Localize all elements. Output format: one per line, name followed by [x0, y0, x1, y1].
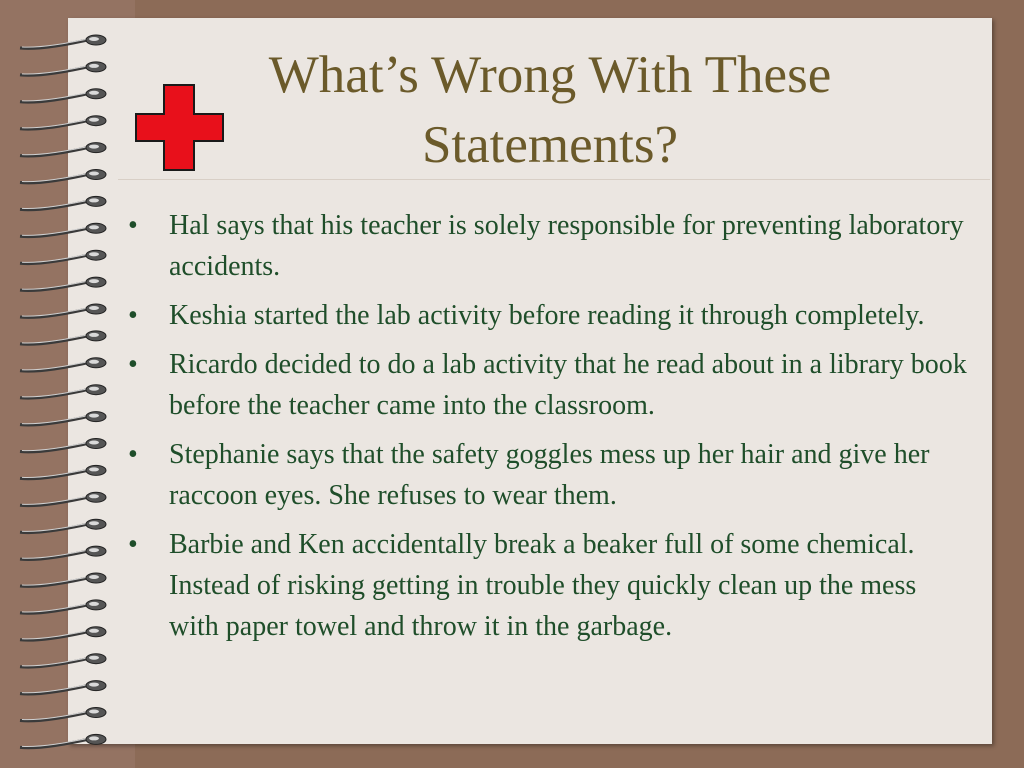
binding-ring — [20, 465, 106, 478]
slide-title: What’s Wrong With These Statements? — [268, 46, 832, 174]
binding-ring — [20, 492, 106, 505]
list-item — [128, 205, 968, 287]
statement-text: Barbie and Ken accidentally break a beaker full of some chemical. Instead of risking getting in trouble they quickly clean up the mess with paper towel and throw it in the garbage. — [169, 529, 917, 642]
binding-ring — [20, 223, 106, 236]
binding-ring — [20, 654, 106, 667]
bullet-icon: • — [128, 529, 138, 560]
bullet-icon: • — [128, 210, 138, 241]
bullet-icon: • — [128, 300, 138, 331]
title-divider — [118, 179, 990, 180]
statement-text: Ricardo decided to do a lab activity that he read about in a library book before the teacher came into the classroom. — [169, 349, 967, 421]
binding-ring — [20, 170, 106, 183]
list-item — [128, 295, 968, 336]
binding-ring — [20, 681, 106, 694]
binding-ring — [20, 519, 106, 532]
binding-ring — [20, 412, 106, 425]
binding-ring — [20, 439, 106, 452]
binding-ring — [20, 573, 106, 586]
statement-list — [128, 205, 968, 655]
spiral-binding-icon — [0, 0, 120, 768]
binding-ring — [20, 250, 106, 263]
binding-ring — [20, 143, 106, 156]
list-item — [128, 344, 968, 426]
binding-ring — [20, 277, 106, 290]
statement-text: Stephanie says that the safety goggles mess up her hair and give her raccoon eyes. She refuses to wear them. — [169, 439, 930, 511]
bullet-icon: • — [128, 439, 138, 470]
list-item — [128, 434, 968, 516]
binding-ring — [20, 304, 106, 317]
binding-ring — [20, 385, 106, 398]
binding-ring — [20, 62, 106, 75]
binding-ring — [20, 35, 106, 48]
binding-ring — [20, 734, 106, 747]
binding-ring — [20, 331, 106, 344]
binding-ring — [20, 708, 106, 721]
bullet-icon: • — [128, 349, 138, 380]
binding-ring — [20, 116, 106, 129]
statement-text: Hal says that his teacher is solely responsible for preventing laboratory accidents. — [169, 210, 964, 282]
list-item — [128, 524, 968, 647]
binding-ring — [20, 627, 106, 640]
binding-ring — [20, 358, 106, 371]
binding-ring — [20, 546, 106, 559]
binding-ring — [20, 600, 106, 613]
statement-text: Keshia started the lab activity before reading it through completely. — [169, 300, 925, 331]
binding-ring — [20, 89, 106, 102]
binding-ring — [20, 196, 106, 209]
